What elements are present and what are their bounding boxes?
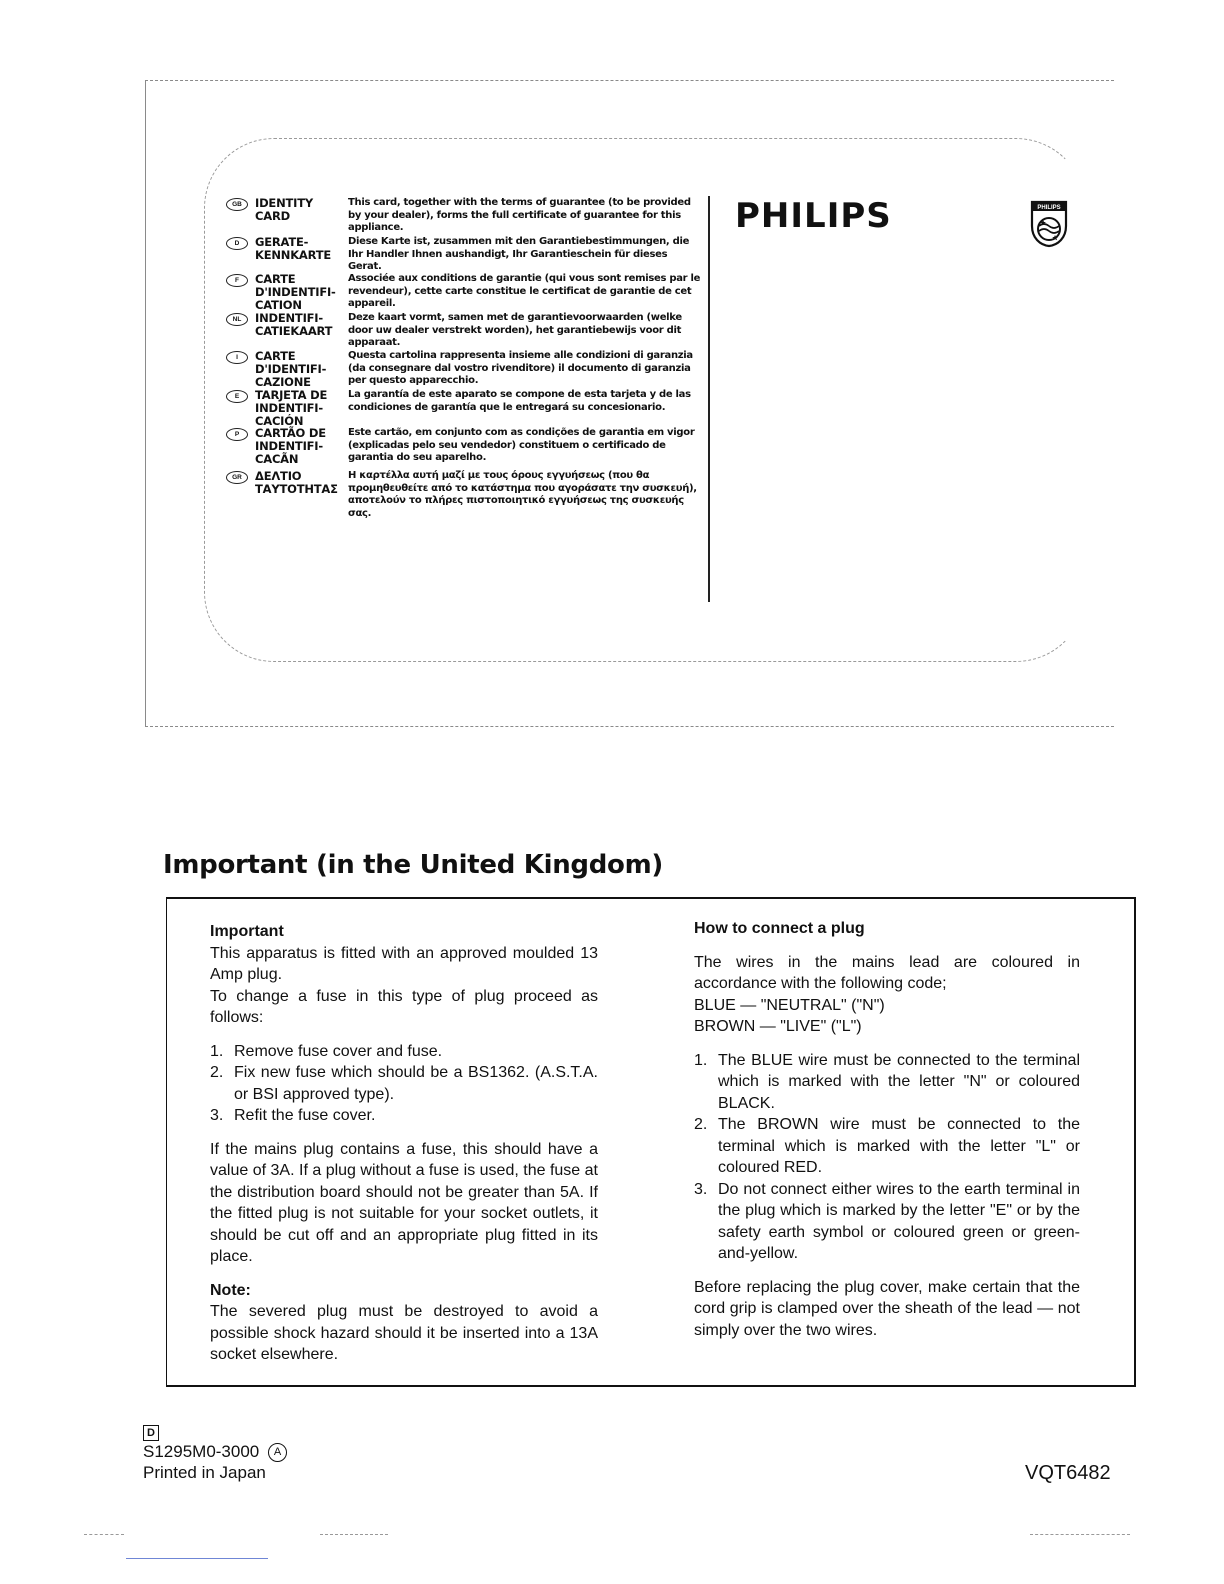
lang-badge-icon: GB	[226, 198, 248, 211]
lang-name: ΔΕΛΤΙΟ ΤΑΥΤΟΤΗΤΑΣ	[255, 469, 338, 496]
lang-name: INDENTIFI-CATIEKAART	[255, 311, 333, 338]
lang-badge-icon: NL	[226, 313, 248, 326]
lang-badge-icon: F	[226, 274, 248, 287]
lang-name: CARTÃO DE INDENTIFI-CACÃN	[255, 426, 326, 466]
note-title: Note:	[210, 1281, 251, 1299]
philips-logo: PHILIPS	[735, 196, 892, 236]
lang-name: CARTE D'IDENTIFI-CAZIONE	[255, 349, 327, 389]
fuse-steps	[210, 1041, 598, 1127]
intro-text: To change a fuse in this type of plug proceed as follows:	[210, 987, 598, 1026]
lang-name: CARTE D'INDENTIFI-CATION	[255, 272, 336, 312]
lang-name: TARJETA DE INDENTIFI-CACIÓN	[255, 388, 328, 428]
lang-badge-icon: D	[226, 237, 248, 250]
printed-in: Printed in Japan	[143, 1463, 266, 1483]
note-text: The severed plug must be destroyed to avoid a possible shock hazard should it be inserted into a 13A socket elsewhere.	[210, 1303, 598, 1363]
list-item: 3. Do not connect either wires to the earth terminal in the plug which is marked by the letter "E" or by the safety earth symbol or coloured green or green-and-yellow.	[694, 1180, 1080, 1262]
document-id: VQT6482	[1025, 1462, 1111, 1484]
lang-name: IDENTITY CARD	[255, 196, 314, 223]
lang-badge-icon: E	[226, 390, 248, 403]
philips-shield-icon	[1030, 200, 1068, 248]
lang-badge-icon: I	[226, 351, 248, 364]
part-code: S1295M0-3000	[143, 1442, 260, 1461]
blue-rule	[126, 1558, 268, 1559]
plug-column	[694, 918, 1080, 1341]
lang-text: Η καρτέλλα αυτή μαζί με τους όρους εγγυήσεως (που θα προμηθευθείτε από το κατάστημα που αγοράσατε την συσκευή), αποτελούν το πλήρες πιστοποιητικό εγγυήσεως της συσκευής σας.	[348, 470, 697, 519]
list-item: 1. Remove fuse cover and fuse.	[210, 1042, 443, 1060]
list-item: 2. The BROWN wire must be connected to the terminal which is marked with the letter "L" or coloured RED.	[694, 1116, 1080, 1176]
wire-steps	[694, 1050, 1080, 1265]
region-mark: D	[143, 1425, 159, 1441]
wire-intro: The wires in the mains lead are coloured in accordance with the following code;	[694, 953, 1080, 992]
page-heading: Important (in the United Kingdom)	[163, 850, 663, 880]
scan-mark	[84, 1534, 124, 1536]
lang-text: This card, together with the terms of guarantee (to be provided by your dealer), forms the full certificate of guarantee for this appliance.	[348, 197, 691, 233]
intro-text: This apparatus is fitted with an approved moulded 13 Amp plug.	[210, 944, 598, 983]
lang-text: Diese Karte ist, zusammen mit den Garantiebestimmungen, die Ihr Handler Ihnen aushandigt, Ihr Garantieschein für dieses Gerat.	[348, 236, 690, 272]
lang-text: La garantía de este aparato se compone de esta tarjeta y de las condiciones de garantía que le entregará su concesionario.	[348, 389, 691, 413]
fuse-column	[210, 921, 598, 1366]
lang-name: GERATE-KENNKARTE	[255, 235, 332, 262]
plug-title: How to connect a plug	[694, 920, 865, 937]
footer-info	[143, 1420, 287, 1483]
code-blue: BLUE — "NEUTRAL" ("N")	[694, 996, 885, 1014]
lang-text: Questa cartolina rappresenta insieme alle condizioni di garanzia (da consegnare dal vostro rivenditore) il documento di garanzia per questo apparecchio.	[348, 350, 693, 386]
list-item: 1. The BLUE wire must be connected to the terminal which is marked with the letter "N" or coloured BLACK.	[694, 1051, 1080, 1112]
shield-label: PHILIPS	[1037, 205, 1061, 211]
scan-mark	[320, 1534, 388, 1536]
card-divider	[708, 196, 710, 602]
circled-a-icon: A	[268, 1443, 287, 1462]
lang-badge-icon: P	[226, 428, 248, 441]
fuse-paragraph: If the mains plug contains a fuse, this should have a value of 3A. If a plug without a fuse is used, the fuse at the distribution board should not be greater than 5A. If the fitted plug is not suitable for your socket outlets, it should be cut off and an appropriate plug fitted in its place.	[210, 1140, 598, 1265]
lang-text: Deze kaart vormt, samen met de garantievoorwaarden (welke door uw dealer verstrekt worden), het garantiebewijs voor dit apparaat.	[348, 312, 682, 348]
closing-text: Before replacing the plug cover, make certain that the cord grip is clamped over the sheath of the lead — not simply over the two wires.	[694, 1278, 1080, 1339]
list-item: 2. Fix new fuse which should be a BS1362. (A.S.T.A. or BSI approved type).	[210, 1064, 598, 1103]
scan-mark	[1030, 1534, 1130, 1536]
important-title: Important	[210, 923, 284, 940]
lang-text: Associée aux conditions de garantie (qui vous sont remises par le revendeur), cette carte constitue le certificat de garantie de cet appareil.	[348, 273, 701, 309]
lang-badge-icon: GR	[226, 471, 248, 484]
code-brown: BROWN — "LIVE" ("L")	[694, 1018, 862, 1035]
list-item: 3. Refit the fuse cover.	[210, 1107, 376, 1124]
lang-text: Este cartão, em conjunto com as condições de garantia em vigor (explicadas pelo seu vendedor) constituem o certificado de garantia do seu aparelho.	[348, 427, 695, 463]
